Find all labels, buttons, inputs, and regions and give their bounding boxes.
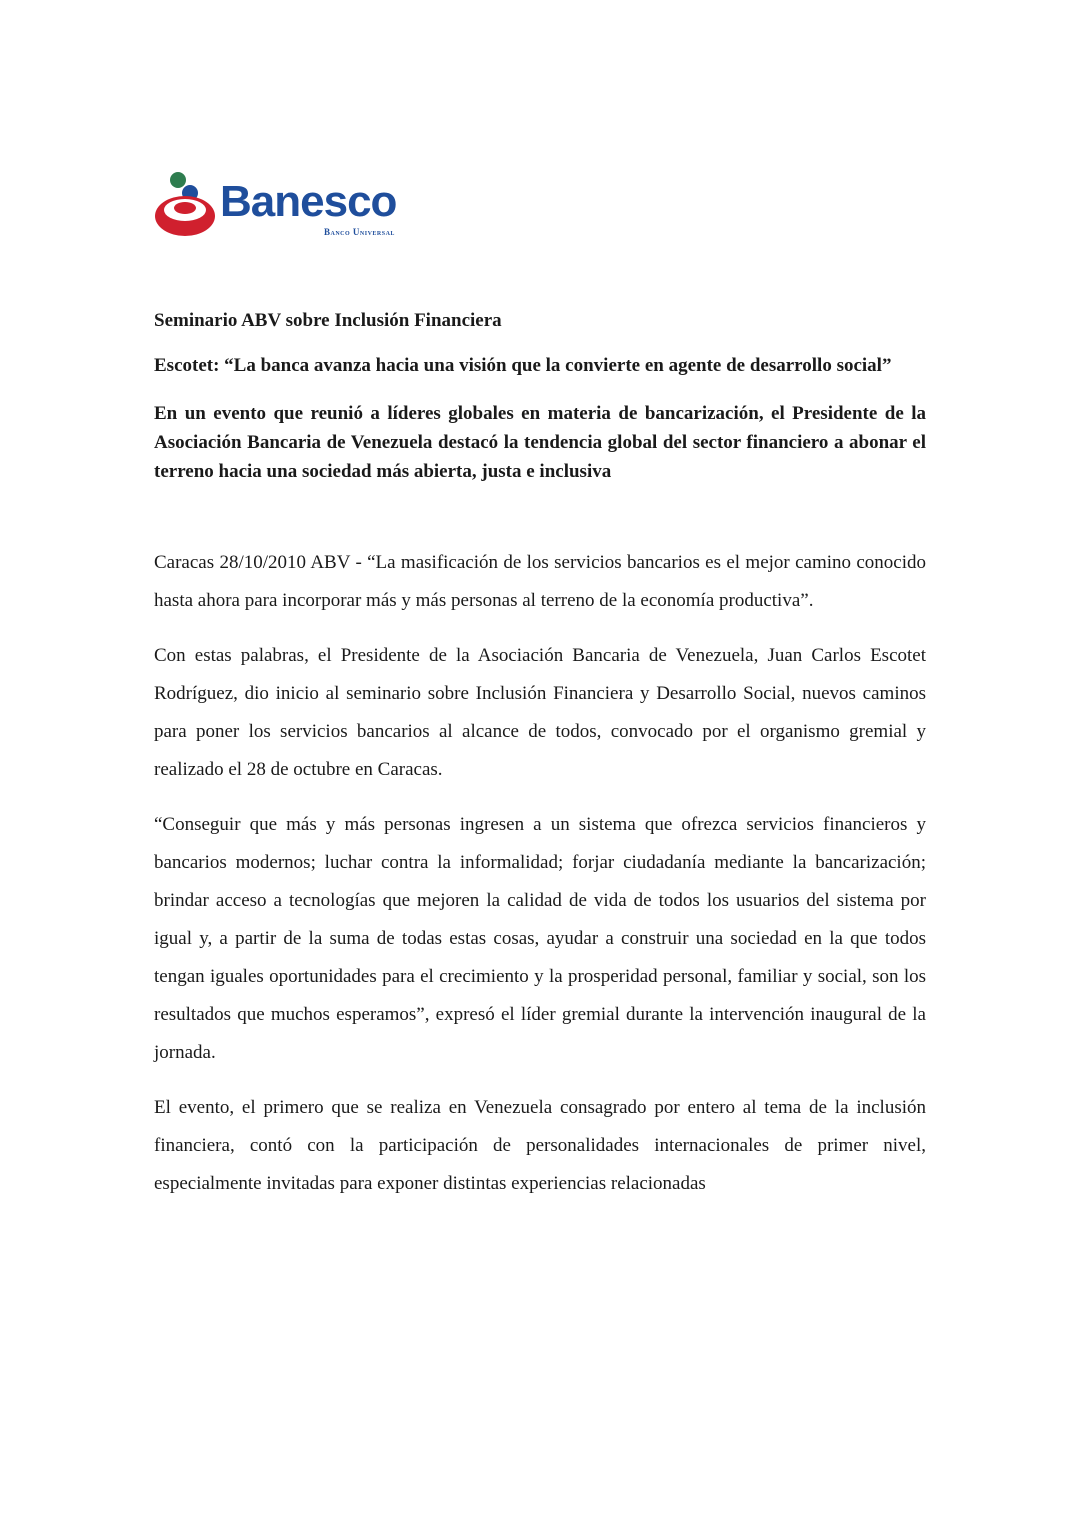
logo-subtitle: Banco Universal [324,227,395,237]
banesco-emblem-icon [152,170,222,242]
document-title: Seminario ABV sobre Inclusión Financiera [154,310,502,331]
document-body [154,308,926,1220]
body-paragraph: “Conseguir que más y más personas ingresen a un sistema que ofrezca servicios financieros y bancarios modernos; luchar contra la informalidad; forjar ciudadanía mediante la bancarización; brindar acceso a tecnologías que mejoren la calidad de vida de todos los usuarios del sistema por igual y, a partir de la suma de todas estas cosas, ayudar a construir una sociedad en la que todos tengan iguales oportunidades para el crecimiento y la prosperidad personal, familiar y social, son los resultados que muchos esperamos”, expresó el líder gremial durante la intervención inaugural de la jornada. [154,814,926,1063]
document-headline: Escotet: “La banca avanza hacia una visión que la convierte en agente de desarrollo social” [154,355,892,376]
logo-wordmark: Banesco [220,177,397,226]
body-paragraph: El evento, el primero que se realiza en Venezuela consagrado por entero al tema de la inclusión financiera, contó con la participación de personalidades internacionales de primer nivel, especialmente invitadas para exponer distintas experiencias relacionadas [154,1097,926,1194]
body-paragraph: Con estas palabras, el Presidente de la Asociación Bancaria de Venezuela, Juan Carlos Escotet Rodríguez, dio inicio al seminario sobre Inclusión Financiera y Desarrollo Social, nuevos caminos para poner los servicios bancarios al alcance de todos, convocado por el organismo gremial y realizado el 28 de octubre en Caracas. [154,645,926,780]
banesco-logo [152,170,452,242]
document-lead: En un evento que reunió a líderes globales en materia de bancarización, el Presidente de la Asociación Bancaria de Venezuela destacó la tendencia global del sector financiero a abonar el terreno hacia una sociedad más abierta, justa e inclusiva [154,403,926,482]
body-paragraph: Caracas 28/10/2010 ABV - “La masificación de los servicios bancarios es el mejor camino conocido hasta ahora para incorporar más y más personas al terreno de la economía productiva”. [154,552,926,611]
